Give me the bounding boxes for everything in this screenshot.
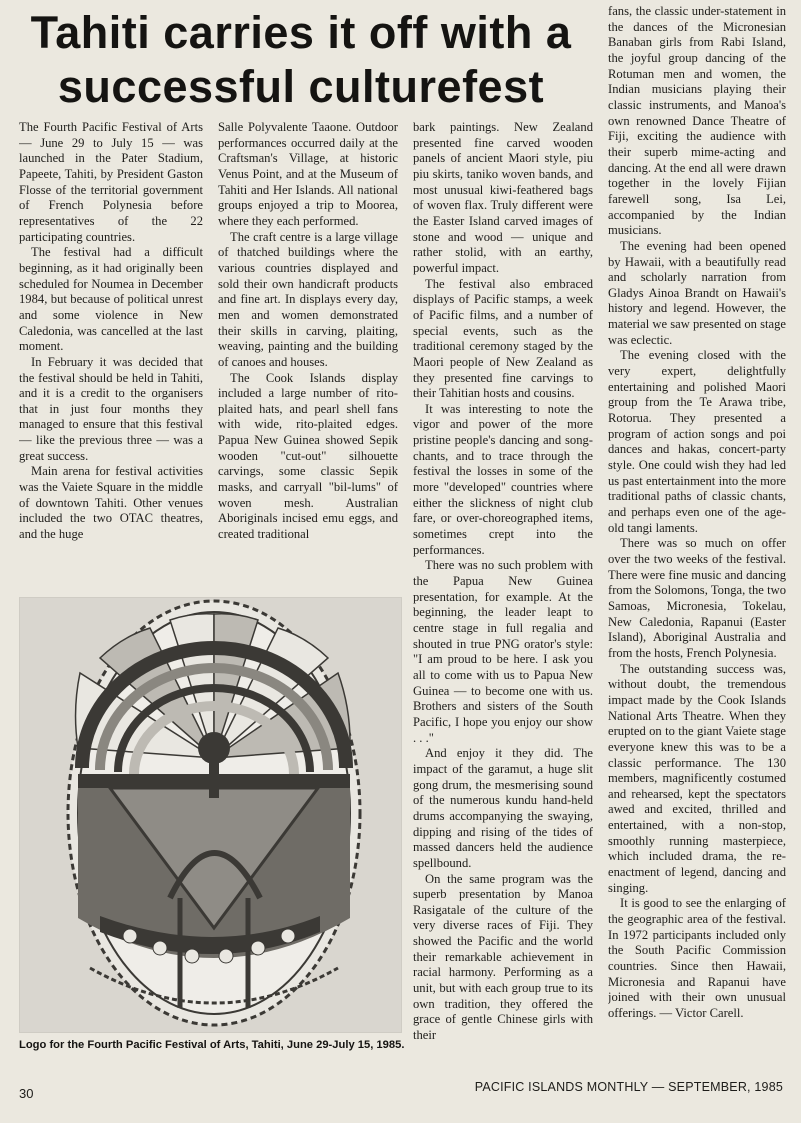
headline [6, 6, 596, 114]
headline-line-1: Tahiti carries it off with a [30, 7, 572, 58]
paragraph: Salle Polyvalente Taaone. Outdoor performances occurred daily at the Craftsman's Village, at historic Venus Point, and at the Museum of Tahiti and Her Islands. All national groups enjoyed a trip to Moorea, where they each performed. [218, 120, 398, 228]
festival-logo-image [19, 597, 402, 1033]
paragraph: And enjoy it they did. The impact of the garamut, a huge slit gong drum, the mesmerising sound of the numerous kundu hand-held drums accompanying the swaying, dipping and rising of the tides of massed dancers held the audience spellbound. [413, 746, 593, 870]
paragraph: The Cook Islands display included a large number of rito-plaited hats, and pearl shell fans with wide, rito-plaited edges. Papua New Guinea showed Sepik wooden "cut-out" silhouette carvings, some classic Sepik masks, and carryall "bil-lums" of woven mesh. Australian Aboriginals incised emu eggs, and created traditional [218, 370, 398, 542]
paragraph: The Fourth Pacific Festival of Arts — June 29 to July 15 — was launched in the Pater Stadium, Papeete, Tahiti, by President Gaston Flosse of the territorial government of French Polynesia before representatives of the 22 participating countries. [19, 120, 203, 244]
paragraph: It was interesting to note the vigor and power of the more pristine people's dancing and song-chants, and to trace through the festival the losses in some of the more "developed" countries where either the slickness of night club fare, or over-choreographed items, sometimes crept into the performances. [413, 401, 593, 557]
paragraph: There was so much on offer over the two weeks of the festival. There were fine music and dancing from the Solomons, Tonga, the two Samoas, Micronesia, Tokelau, New Caledonia, Rapanui (Easter Island), Aboriginal Australia and from the hosts, French Polynesia. [608, 536, 786, 660]
paragraph: The evening had been opened by Hawaii, with a beautifully read and scholarly narration from Gladys Ainoa Brandt on Hawaii's history and legend. However, the material we saw presented on stage was eclectic. [608, 238, 786, 347]
headline-line-2: successful culturefest [57, 61, 545, 112]
paragraph: In February it was decided that the festival should be held in Tahiti, and it is a credit to the organisers that in just four months they managed to ensure that this festival — like the previous three — was a great success. [19, 354, 203, 463]
paragraph: The evening closed with the very expert, delightfully entertaining and polished Maori group from the Te Arawa tribe, Rotorua. They presented a program of action songs and poi dances and hakas, concert-party style. One could wish they had led us past entertainment into the more traditional paths of classic chants, and perhaps even one of the age-old tangi laments. [608, 348, 786, 535]
figure-caption: Logo for the Fourth Pacific Festival of Arts, Tahiti, June 29-July 15, 1985. [19, 1039, 405, 1051]
paragraph: On the same program was the superb presentation by Manoa Rasigatale of the culture of the very diverse races of Fiji. They showed the Pacific and the world their remarkable achievement in racial harmony. Performing as a unit, but with each group true to its own tradition, they offered the grace of gentle Chinese girls with their [413, 871, 593, 1043]
article-column-2 [218, 120, 398, 560]
paragraph: fans, the classic under-statement in the dances of the Micronesian Banaban girls from Rabi Island, the joyful group dancing of the Rotuman men and women, the Indian musicians playing their classic instruments, and Manoa's own renowned Dance Theatre of Fiji, exciting the audience with their superb mime-acting and dancing. At the end all were drawn together in the lovely Fijian farewell song, Isa Lei, accompanied by the Indian musicians. [608, 4, 786, 238]
paragraph: The festival had a difficult beginning, as it had originally been scheduled for Noumea in December 1984, but because of political unrest and some violence in New Caledonia, was cancelled at the last moment. [19, 245, 203, 354]
article-column-1 [19, 120, 203, 560]
paragraph: bark paintings. New Zealand presented fine carved wooden panels of ancient Maori style, piu piu skirts, taniko woven bands, and most unusual kiwi-feathered bags of woven flax. Truly different were the Easter Island carved images of stone and wood — unique and rather stolid, with an earthy, powerful impact. [413, 120, 593, 275]
paragraph: It is good to see the enlarging of the geographic area of the festival. In 1972 participants included only the South Pacific Commission countries. Since then Hawaii, Micronesia and Rapanui have joined with their own unusual offerings. — Victor Carell. [608, 896, 786, 1020]
article-column-3 [413, 120, 593, 1065]
paragraph: There was no such problem with the Papua New Guinea presentation, for example. At the beginning, the leader leapt to centre stage in full regalia and shouted in true PNG orator's style: "I am proud to be here. I ask you all to come with us to Papua New Guinea — to become one with us. Brothers and sisters of the South Pacific, I hope you enjoy our show . . ." [413, 558, 593, 745]
page-number: 30 [19, 1086, 34, 1101]
article-column-4 [608, 4, 786, 1066]
paragraph: The craft centre is a large village of thatched buildings where the various countries displayed and sold their own handicraft products and fine art. In displays every day, men and women demonstrated their skills in carving, plaiting, weaving, painting and the building of canoes and houses. [218, 229, 398, 369]
paragraph: The festival also embraced displays of Pacific stamps, a week of Pacific films, and a number of special events, such as the traditional ceremony staged by the Maori people of New Zealand as they presented fine carvings to their Tahitian hosts and cousins. [413, 276, 593, 401]
running-title: PACIFIC ISLANDS MONTHLY — SEPTEMBER, 1985 [474, 1080, 783, 1094]
paragraph: The outstanding success was, without doubt, the tremendous impact made by the Cook Islands National Arts Theatre. When they erupted on to the giant Vaiete stage everyone knew this was to be a classic performance. The 130 members, magnificently costumed and rehearsed, kept the spectators awed and excited, thrilled and entertained, with a non-stop, smoothly running masterpiece, which included drama, the re-enactment of legend, dancing and singing. [608, 661, 786, 895]
festival-logo-illustration-icon [20, 598, 401, 1032]
paragraph: Main arena for festival activities was the Vaiete Square in the middle of downtown Tahiti. Other venues included the two OTAC theatres, and the huge [19, 464, 203, 542]
